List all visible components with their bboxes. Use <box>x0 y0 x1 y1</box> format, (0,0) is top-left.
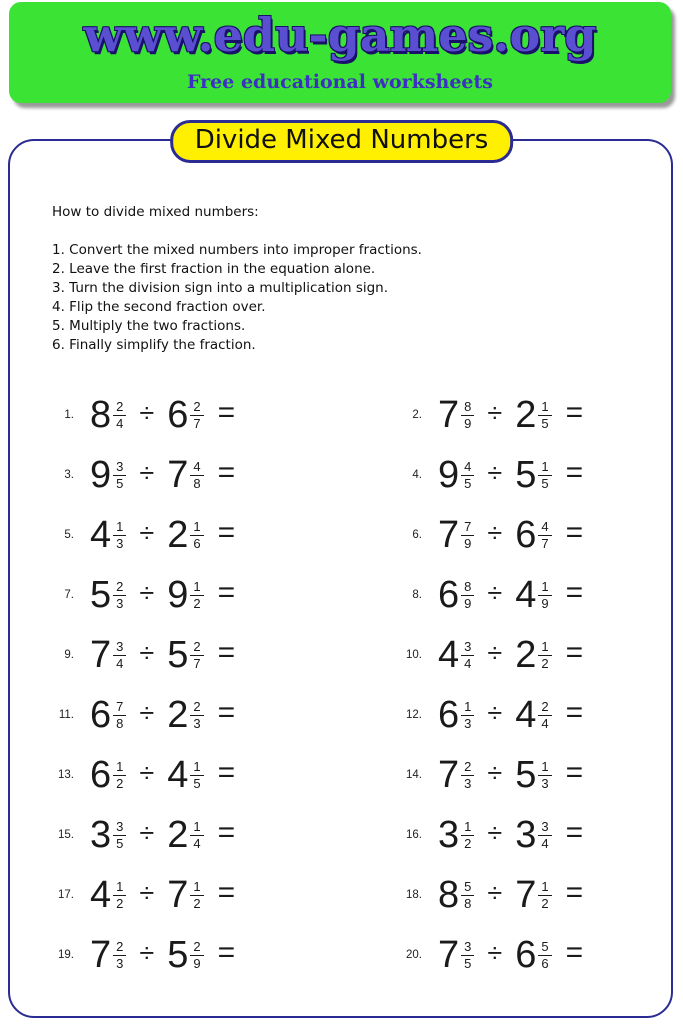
second-numerator: 5 <box>538 940 551 956</box>
problem-row <box>46 816 394 854</box>
problem-row <box>46 576 394 614</box>
problem-row <box>394 936 652 974</box>
first-denominator: 8 <box>464 896 472 911</box>
second-denominator: 2 <box>193 896 201 911</box>
second-whole-number: 5 <box>515 754 537 796</box>
second-numerator: 2 <box>538 700 551 716</box>
first-numerator: 1 <box>113 880 126 896</box>
problem-expression <box>90 876 235 914</box>
division-sign: ÷ <box>139 577 155 608</box>
second-denominator: 6 <box>193 536 201 551</box>
division-sign: ÷ <box>487 517 503 548</box>
second-denominator: 7 <box>193 656 201 671</box>
problem-expression <box>438 396 583 434</box>
instruction-step: 3. Turn the division sign into a multiplication sign. <box>52 280 389 296</box>
division-sign: ÷ <box>139 517 155 548</box>
second-numerator: 1 <box>538 760 551 776</box>
problem-row <box>394 636 652 674</box>
second-fraction <box>538 640 551 672</box>
first-denominator: 3 <box>116 536 124 551</box>
second-denominator: 3 <box>541 776 549 791</box>
second-fraction <box>190 640 203 672</box>
second-fraction <box>538 880 551 912</box>
second-numerator: 2 <box>190 700 203 716</box>
second-denominator: 4 <box>193 836 201 851</box>
second-denominator: 3 <box>193 716 201 731</box>
first-numerator: 2 <box>113 580 126 596</box>
equals-sign: = <box>565 756 584 789</box>
problem-row <box>46 696 394 734</box>
first-numerator: 1 <box>113 520 126 536</box>
instructions-block <box>52 203 422 355</box>
division-sign: ÷ <box>487 577 503 608</box>
first-fraction <box>461 640 474 672</box>
second-denominator: 5 <box>541 416 549 431</box>
first-denominator: 4 <box>116 656 124 671</box>
problem-number: 5. <box>64 529 74 541</box>
second-denominator: 9 <box>541 596 549 611</box>
problem-expression <box>438 576 583 614</box>
division-sign: ÷ <box>139 817 155 848</box>
equals-sign: = <box>565 636 584 669</box>
problem-expression <box>438 516 583 554</box>
problem-number: 9. <box>64 649 74 661</box>
first-denominator: 4 <box>116 416 124 431</box>
second-fraction <box>190 820 203 852</box>
problem-number: 7. <box>64 589 74 601</box>
first-denominator: 5 <box>464 476 472 491</box>
first-numerator: 7 <box>113 700 126 716</box>
first-numerator: 2 <box>113 940 126 956</box>
first-whole-number: 4 <box>90 874 112 916</box>
second-fraction <box>190 400 203 432</box>
equals-sign: = <box>217 696 236 729</box>
problem-row <box>394 576 652 614</box>
first-numerator: 2 <box>113 400 126 416</box>
second-denominator: 9 <box>193 956 201 971</box>
first-denominator: 9 <box>464 416 472 431</box>
site-banner <box>9 2 671 103</box>
second-fraction <box>190 460 203 492</box>
division-sign: ÷ <box>487 757 503 788</box>
second-whole-number: 9 <box>167 574 189 616</box>
problem-expression <box>438 876 583 914</box>
second-whole-number: 4 <box>167 754 189 796</box>
equals-sign: = <box>217 816 236 849</box>
first-fraction <box>113 700 126 732</box>
second-denominator: 5 <box>193 776 201 791</box>
second-whole-number: 4 <box>515 694 537 736</box>
first-numerator: 4 <box>461 460 474 476</box>
second-fraction <box>538 520 551 552</box>
second-whole-number: 2 <box>167 814 189 856</box>
second-numerator: 1 <box>538 460 551 476</box>
second-numerator: 1 <box>538 880 551 896</box>
problem-row <box>46 456 394 494</box>
problem-number: 1. <box>64 409 74 421</box>
first-denominator: 3 <box>116 956 124 971</box>
second-denominator: 5 <box>541 476 549 491</box>
site-title: www.edu-games.org <box>83 8 597 62</box>
problem-number: 10. <box>406 649 422 661</box>
problems-grid <box>46 385 652 985</box>
division-sign: ÷ <box>139 757 155 788</box>
first-denominator: 9 <box>464 536 472 551</box>
equals-sign: = <box>217 576 236 609</box>
division-sign: ÷ <box>487 457 503 488</box>
first-numerator: 3 <box>461 640 474 656</box>
second-numerator: 4 <box>538 520 551 536</box>
problem-number: 18. <box>406 889 422 901</box>
second-fraction <box>538 580 551 612</box>
division-sign: ÷ <box>487 697 503 728</box>
equals-sign: = <box>217 516 236 549</box>
problem-number: 3. <box>64 469 74 481</box>
first-numerator: 1 <box>461 700 474 716</box>
first-whole-number: 7 <box>90 634 112 676</box>
first-whole-number: 7 <box>438 754 460 796</box>
second-denominator: 4 <box>541 836 549 851</box>
instruction-step: 1. Convert the mixed numbers into improper fractions. <box>52 242 422 258</box>
equals-sign: = <box>217 636 236 669</box>
problem-expression <box>90 936 235 974</box>
first-fraction <box>461 460 474 492</box>
problem-expression <box>438 756 583 794</box>
second-whole-number: 2 <box>515 394 537 436</box>
problem-expression <box>438 636 583 674</box>
equals-sign: = <box>565 516 584 549</box>
first-denominator: 2 <box>116 896 124 911</box>
second-denominator: 2 <box>541 656 549 671</box>
first-fraction <box>461 880 474 912</box>
second-fraction <box>190 700 203 732</box>
problem-expression <box>438 816 583 854</box>
problem-number: 4. <box>412 469 422 481</box>
second-whole-number: 6 <box>167 394 189 436</box>
second-denominator: 2 <box>193 596 201 611</box>
first-denominator: 2 <box>464 836 472 851</box>
instruction-step: 5. Multiply the two fractions. <box>52 318 246 334</box>
equals-sign: = <box>565 876 584 909</box>
equals-sign: = <box>565 816 584 849</box>
division-sign: ÷ <box>139 397 155 428</box>
division-sign: ÷ <box>139 457 155 488</box>
division-sign: ÷ <box>139 937 155 968</box>
second-numerator: 1 <box>190 820 203 836</box>
problem-row <box>394 816 652 854</box>
problem-row <box>46 936 394 974</box>
problem-expression <box>438 456 583 494</box>
first-denominator: 5 <box>116 476 124 491</box>
equals-sign: = <box>217 756 236 789</box>
problem-number: 17. <box>58 889 74 901</box>
problem-number: 6. <box>412 529 422 541</box>
second-numerator: 3 <box>538 820 551 836</box>
second-numerator: 1 <box>190 760 203 776</box>
problem-row <box>394 516 652 554</box>
first-whole-number: 9 <box>90 454 112 496</box>
problem-expression <box>90 816 235 854</box>
division-sign: ÷ <box>487 637 503 668</box>
second-numerator: 1 <box>190 580 203 596</box>
second-whole-number: 6 <box>515 514 537 556</box>
first-whole-number: 4 <box>438 634 460 676</box>
second-fraction <box>190 880 203 912</box>
problem-number: 20. <box>406 949 422 961</box>
equals-sign: = <box>217 936 236 969</box>
first-fraction <box>113 940 126 972</box>
first-numerator: 5 <box>461 880 474 896</box>
problem-row <box>46 636 394 674</box>
problem-number: 13. <box>58 769 74 781</box>
problem-row <box>394 396 652 434</box>
problem-expression <box>90 696 235 734</box>
problem-row <box>46 876 394 914</box>
second-numerator: 2 <box>190 640 203 656</box>
first-whole-number: 9 <box>438 454 460 496</box>
first-whole-number: 7 <box>90 934 112 976</box>
second-fraction <box>538 700 551 732</box>
equals-sign: = <box>565 396 584 429</box>
problem-row <box>394 696 652 734</box>
problem-row <box>46 756 394 794</box>
second-whole-number: 6 <box>515 934 537 976</box>
first-fraction <box>461 580 474 612</box>
second-numerator: 2 <box>190 400 203 416</box>
first-numerator: 3 <box>113 820 126 836</box>
problem-number: 12. <box>406 709 422 721</box>
problem-row <box>46 396 394 434</box>
second-fraction <box>190 580 203 612</box>
division-sign: ÷ <box>487 397 503 428</box>
problem-number: 16. <box>406 829 422 841</box>
first-numerator: 3 <box>113 640 126 656</box>
second-numerator: 1 <box>538 580 551 596</box>
second-fraction <box>190 760 203 792</box>
problem-row <box>394 456 652 494</box>
problem-row <box>394 756 652 794</box>
worksheet-title-badge: Divide Mixed Numbers <box>170 120 514 163</box>
second-whole-number: 2 <box>167 694 189 736</box>
first-whole-number: 8 <box>438 874 460 916</box>
equals-sign: = <box>217 876 236 909</box>
first-fraction <box>461 760 474 792</box>
equals-sign: = <box>565 936 584 969</box>
first-numerator: 2 <box>461 760 474 776</box>
second-denominator: 8 <box>193 476 201 491</box>
second-whole-number: 5 <box>167 634 189 676</box>
instruction-step: 2. Leave the first fraction in the equation alone. <box>52 261 376 277</box>
first-numerator: 8 <box>461 400 474 416</box>
first-numerator: 3 <box>461 940 474 956</box>
first-denominator: 3 <box>116 596 124 611</box>
first-numerator: 1 <box>461 820 474 836</box>
first-whole-number: 6 <box>90 754 112 796</box>
first-denominator: 4 <box>464 656 472 671</box>
division-sign: ÷ <box>487 937 503 968</box>
first-fraction <box>113 760 126 792</box>
first-numerator: 8 <box>461 580 474 596</box>
second-denominator: 7 <box>193 416 201 431</box>
first-numerator: 3 <box>113 460 126 476</box>
second-whole-number: 2 <box>167 514 189 556</box>
equals-sign: = <box>565 696 584 729</box>
first-fraction <box>113 640 126 672</box>
first-fraction <box>113 520 126 552</box>
first-whole-number: 3 <box>438 814 460 856</box>
second-whole-number: 7 <box>167 454 189 496</box>
first-denominator: 5 <box>464 956 472 971</box>
division-sign: ÷ <box>487 817 503 848</box>
second-fraction <box>538 820 551 852</box>
second-numerator: 4 <box>190 460 203 476</box>
second-whole-number: 4 <box>515 574 537 616</box>
second-numerator: 1 <box>538 400 551 416</box>
equals-sign: = <box>565 576 584 609</box>
equals-sign: = <box>217 396 236 429</box>
second-fraction <box>538 460 551 492</box>
first-whole-number: 6 <box>438 574 460 616</box>
first-fraction <box>113 880 126 912</box>
second-whole-number: 5 <box>167 934 189 976</box>
division-sign: ÷ <box>487 877 503 908</box>
problem-expression <box>438 936 583 974</box>
first-whole-number: 3 <box>90 814 112 856</box>
first-denominator: 3 <box>464 716 472 731</box>
problem-number: 14. <box>406 769 422 781</box>
second-whole-number: 7 <box>167 874 189 916</box>
problem-expression <box>90 756 235 794</box>
second-fraction <box>538 940 551 972</box>
first-fraction <box>461 820 474 852</box>
instruction-step: 6. Finally simplify the fraction. <box>52 337 256 353</box>
first-whole-number: 8 <box>90 394 112 436</box>
first-denominator: 9 <box>464 596 472 611</box>
second-denominator: 6 <box>541 956 549 971</box>
site-tagline: Free educational worksheets <box>186 71 493 93</box>
equals-sign: = <box>565 456 584 489</box>
division-sign: ÷ <box>139 877 155 908</box>
problem-row <box>394 876 652 914</box>
problem-expression <box>90 516 235 554</box>
first-whole-number: 7 <box>438 514 460 556</box>
problem-number: 15. <box>58 829 74 841</box>
problem-expression <box>90 396 235 434</box>
first-whole-number: 7 <box>438 394 460 436</box>
problem-row <box>46 516 394 554</box>
second-denominator: 4 <box>541 716 549 731</box>
worksheet-body <box>8 139 673 1018</box>
first-denominator: 5 <box>116 836 124 851</box>
second-numerator: 1 <box>190 880 203 896</box>
division-sign: ÷ <box>139 697 155 728</box>
first-fraction <box>113 820 126 852</box>
first-denominator: 3 <box>464 776 472 791</box>
second-fraction <box>190 520 203 552</box>
first-fraction <box>113 460 126 492</box>
second-whole-number: 7 <box>515 874 537 916</box>
second-numerator: 1 <box>190 520 203 536</box>
problem-number: 11. <box>58 709 74 721</box>
problem-number: 8. <box>412 589 422 601</box>
first-fraction <box>461 520 474 552</box>
first-fraction <box>113 400 126 432</box>
second-denominator: 2 <box>541 896 549 911</box>
first-fraction <box>113 580 126 612</box>
problem-expression <box>90 576 235 614</box>
second-whole-number: 2 <box>515 634 537 676</box>
instructions-heading: How to divide mixed numbers: <box>52 204 259 220</box>
first-whole-number: 6 <box>90 694 112 736</box>
first-numerator: 1 <box>113 760 126 776</box>
problem-expression <box>438 696 583 734</box>
problem-number: 19. <box>58 949 74 961</box>
second-numerator: 1 <box>538 640 551 656</box>
first-whole-number: 5 <box>90 574 112 616</box>
second-whole-number: 5 <box>515 454 537 496</box>
first-numerator: 7 <box>461 520 474 536</box>
first-whole-number: 4 <box>90 514 112 556</box>
problem-expression <box>90 636 235 674</box>
first-whole-number: 6 <box>438 694 460 736</box>
first-fraction <box>461 400 474 432</box>
second-fraction <box>538 400 551 432</box>
second-whole-number: 3 <box>515 814 537 856</box>
first-denominator: 8 <box>116 716 124 731</box>
first-denominator: 2 <box>116 776 124 791</box>
problem-number: 2. <box>412 409 422 421</box>
first-fraction <box>461 700 474 732</box>
second-denominator: 7 <box>541 536 549 551</box>
second-fraction <box>538 760 551 792</box>
second-numerator: 2 <box>190 940 203 956</box>
first-fraction <box>461 940 474 972</box>
division-sign: ÷ <box>139 637 155 668</box>
instruction-step: 4. Flip the second fraction over. <box>52 299 266 315</box>
first-whole-number: 7 <box>438 934 460 976</box>
second-fraction <box>190 940 203 972</box>
equals-sign: = <box>217 456 236 489</box>
problem-expression <box>90 456 235 494</box>
